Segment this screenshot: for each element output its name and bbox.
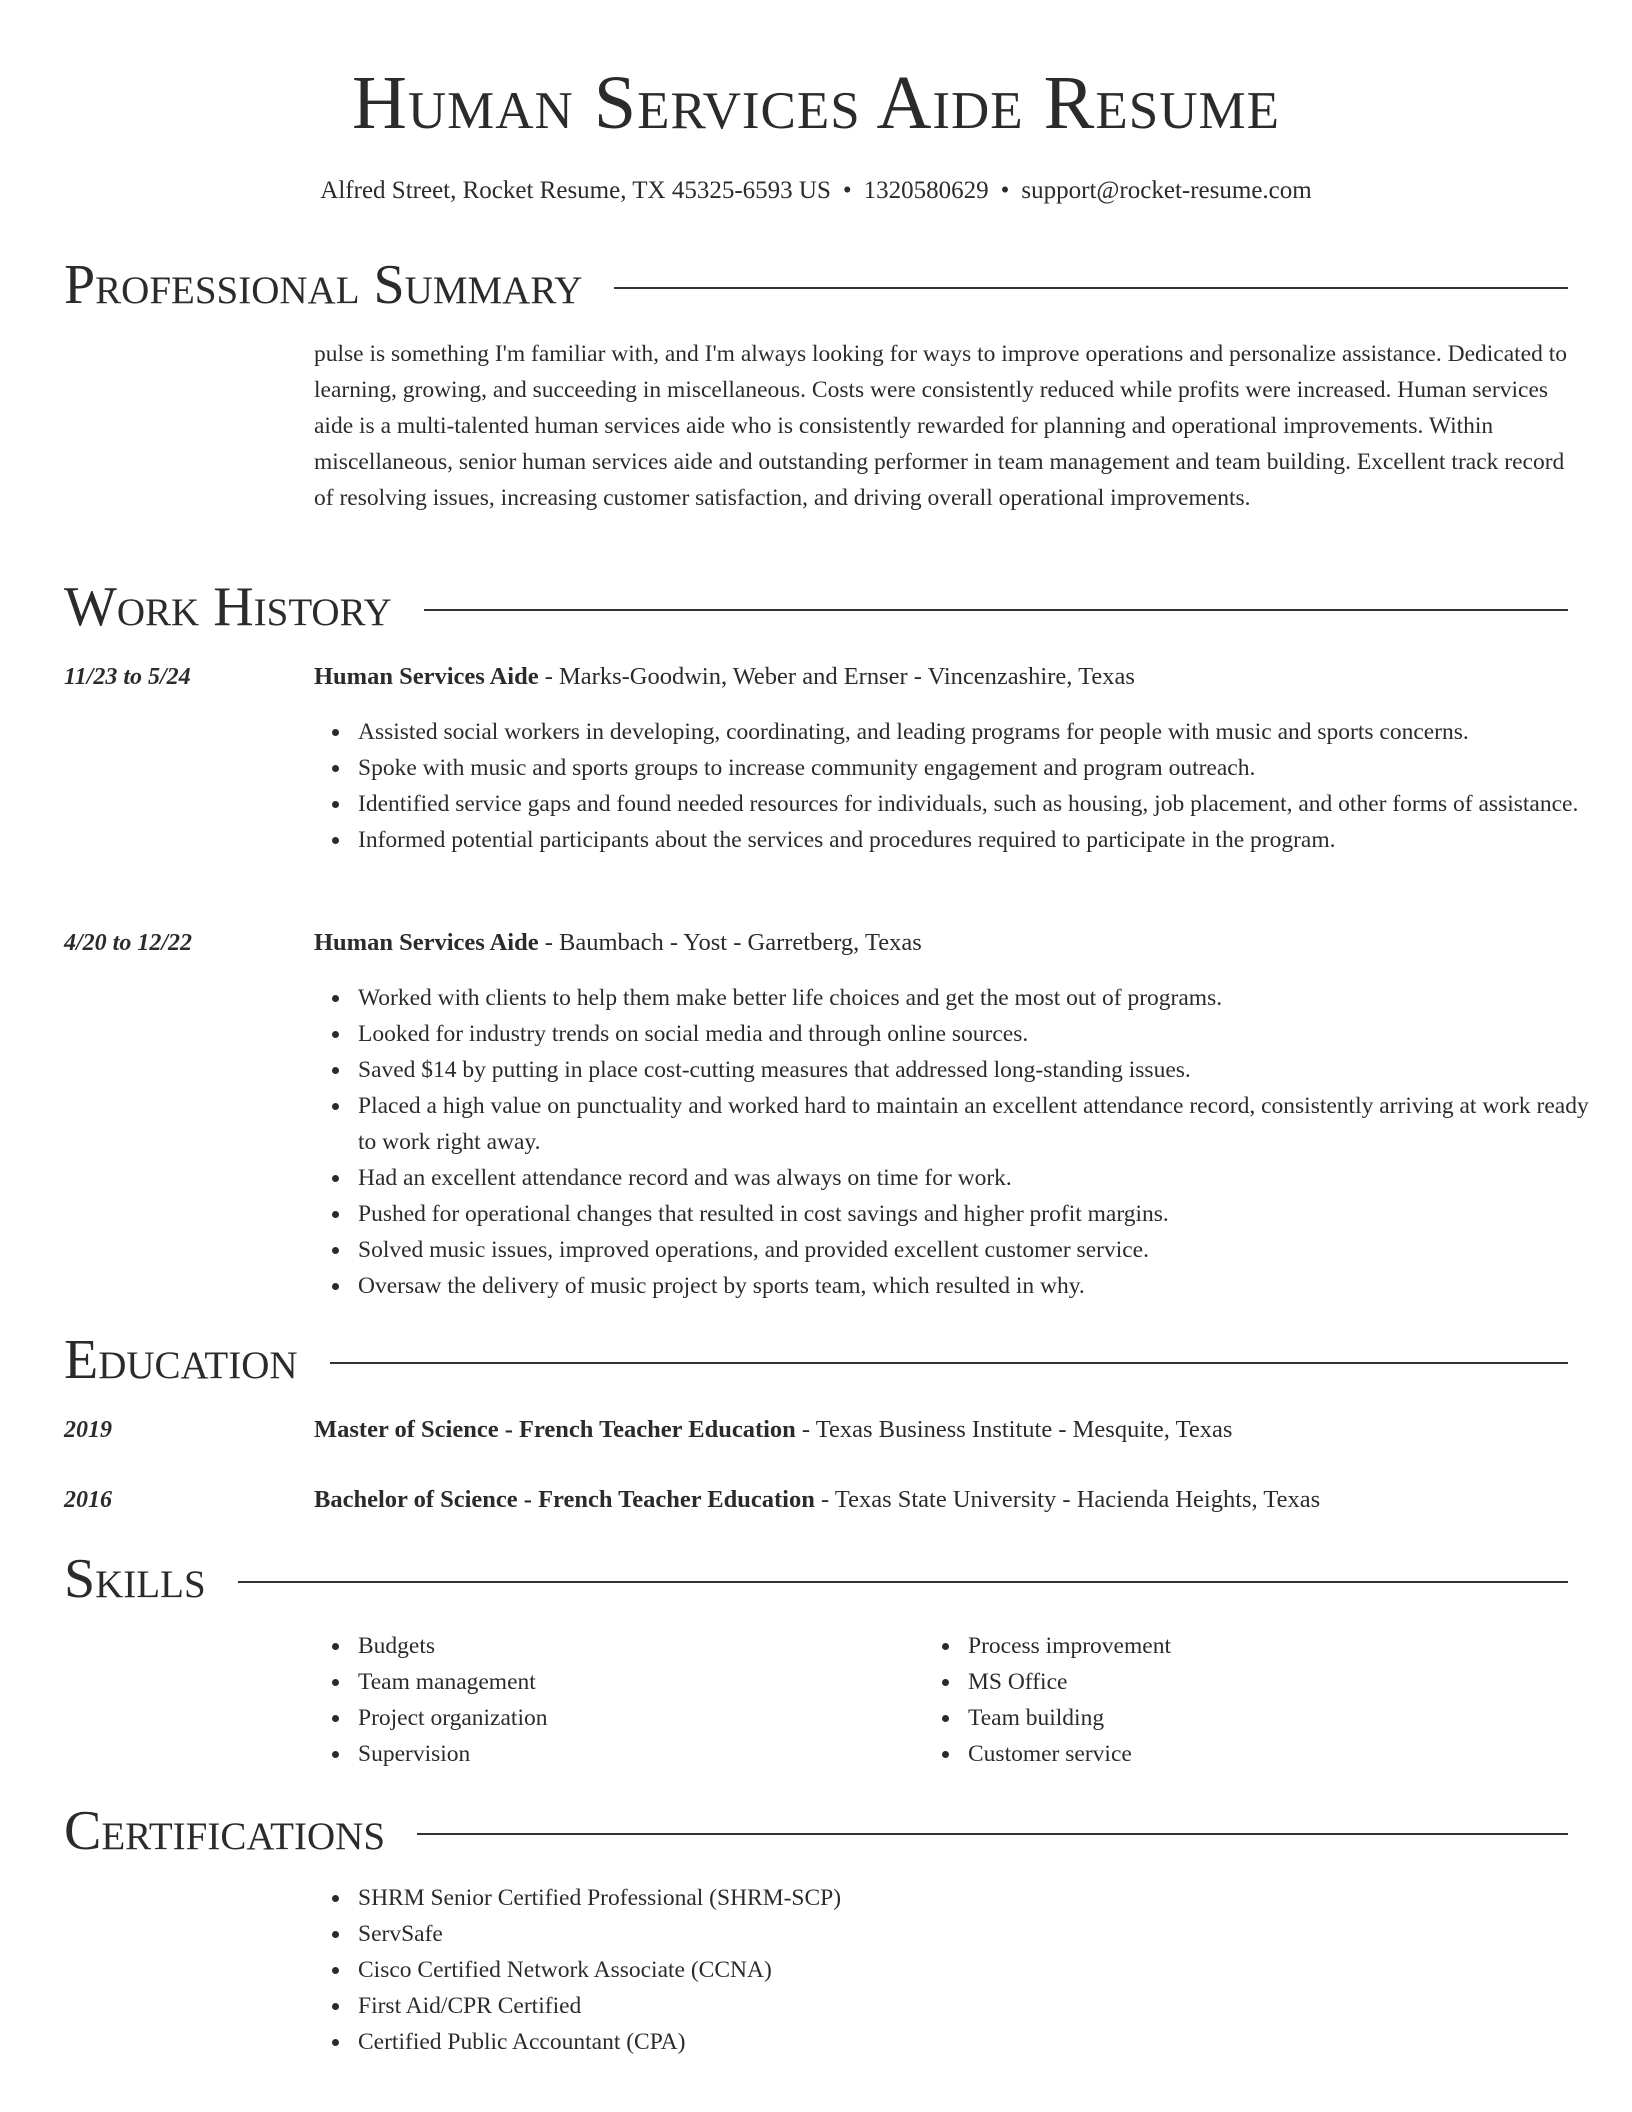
section-education bbox=[64, 1325, 1568, 1395]
certification-item: ServSafe bbox=[358, 1916, 1612, 1952]
section-work-history bbox=[64, 572, 1568, 642]
job-bullet: Oversaw the delivery of music project by sports team, which resulted in why. bbox=[358, 1268, 1612, 1304]
skill-item: Supervision bbox=[358, 1736, 1612, 1772]
job-bullet-list bbox=[314, 980, 1612, 1304]
job-bullet: Assisted social workers in developing, coordinating, and leading programs for people with music and sports concerns. bbox=[358, 714, 1612, 750]
certification-item: First Aid/CPR Certified bbox=[358, 1988, 1612, 2024]
certifications-list bbox=[314, 1880, 1612, 2060]
skill-item: Process improvement bbox=[968, 1628, 1632, 1664]
contact-phone: 1320580629 bbox=[863, 177, 989, 204]
job-employer: - Baumbach - Yost - Garretberg, Texas bbox=[538, 929, 922, 956]
contact-separator: • bbox=[1000, 177, 1010, 204]
certification-item: Cisco Certified Network Associate (CCNA) bbox=[358, 1952, 1612, 1988]
job-bullet: Spoke with music and sports groups to increase community engagement and program outreach. bbox=[358, 750, 1612, 786]
summary-text: pulse is something I'm familiar with, and I'm always looking for ways to improve operations and personalize assistance. Dedicated to learning, growing, and succeeding in miscellaneous. Costs were consistently reduced while profits were increased. Human services aide is a multi-talented human services aide who is consistently rewarded for planning and operational improvements. Within miscellaneous, senior human services aide and outstanding performer in team management and team building. Excellent track record of resolving issues, increasing customer satisfaction, and driving overall operational improvements. bbox=[314, 341, 1568, 511]
education-year: 2019 bbox=[64, 1417, 112, 1443]
job-bullet-list bbox=[314, 714, 1612, 858]
job-bullet: Saved $14 by putting in place cost-cutting measures that addressed long-standing issues. bbox=[358, 1052, 1612, 1088]
job-bullet: Had an excellent attendance record and was always on time for work. bbox=[358, 1160, 1612, 1196]
education-degree: Master of Science - French Teacher Education bbox=[314, 1416, 796, 1443]
job-dates: 4/20 to 12/22 bbox=[64, 930, 193, 956]
skill-item: Project organization bbox=[358, 1700, 1612, 1736]
skill-item: Team management bbox=[358, 1664, 1612, 1700]
job-role: Human Services Aide bbox=[314, 929, 539, 956]
contact-line bbox=[0, 174, 1632, 208]
section-heading: Skills bbox=[64, 1548, 206, 1610]
section-certifications bbox=[64, 1796, 1568, 1866]
section-divider bbox=[614, 287, 1568, 289]
section-heading: Education bbox=[64, 1329, 298, 1391]
job-bullet: Identified service gaps and found needed resources for individuals, such as housing, job placement, and other forms of assistance. bbox=[358, 786, 1612, 822]
certification-item: Certified Public Accountant (CPA) bbox=[358, 2024, 1612, 2060]
contact-separator: • bbox=[842, 177, 852, 204]
skills-list-right bbox=[924, 1628, 1632, 1772]
education-school: - Texas State University - Hacienda Heights, Texas bbox=[814, 1486, 1321, 1513]
job-role: Human Services Aide bbox=[314, 663, 539, 690]
job-employer: - Marks-Goodwin, Weber and Ernser - Vincenzashire, Texas bbox=[538, 663, 1135, 690]
job-bullet: Looked for industry trends on social media and through online sources. bbox=[358, 1016, 1612, 1052]
job-title-line bbox=[314, 660, 1568, 694]
section-divider bbox=[238, 1581, 1568, 1583]
education-line bbox=[314, 1413, 1568, 1447]
section-heading: Professional Summary bbox=[64, 254, 583, 316]
job-bullet: Informed potential participants about the services and procedures required to participate in the program. bbox=[358, 822, 1612, 858]
section-skills bbox=[64, 1544, 1568, 1614]
certification-item: SHRM Senior Certified Professional (SHRM-SCP) bbox=[358, 1880, 1612, 1916]
education-year: 2016 bbox=[64, 1487, 112, 1513]
skill-item: MS Office bbox=[968, 1664, 1632, 1700]
job-dates: 11/23 to 5/24 bbox=[64, 664, 191, 690]
skill-item: Team building bbox=[968, 1700, 1632, 1736]
education-line bbox=[314, 1483, 1568, 1517]
education-school: - Texas Business Institute - Mesquite, Texas bbox=[795, 1416, 1233, 1443]
job-title-line bbox=[314, 926, 1568, 960]
skill-item: Customer service bbox=[968, 1736, 1632, 1772]
section-professional-summary bbox=[64, 250, 1568, 320]
contact-email: support@rocket-resume.com bbox=[1021, 177, 1312, 204]
education-degree: Bachelor of Science - French Teacher Education bbox=[314, 1486, 815, 1513]
contact-address: Alfred Street, Rocket Resume, TX 45325-6593 US bbox=[320, 177, 831, 204]
section-heading: Certifications bbox=[64, 1800, 386, 1862]
job-bullet: Worked with clients to help them make better life choices and get the most out of programs. bbox=[358, 980, 1612, 1016]
section-divider bbox=[417, 1833, 1568, 1835]
skill-item: Budgets bbox=[358, 1628, 1612, 1664]
job-bullet: Placed a high value on punctuality and worked hard to maintain an excellent attendance record, consistently arriving at work ready to work right away. bbox=[358, 1088, 1612, 1160]
section-divider bbox=[330, 1362, 1568, 1364]
job-bullet: Pushed for operational changes that resulted in cost savings and higher profit margins. bbox=[358, 1196, 1612, 1232]
section-heading: Work History bbox=[64, 576, 392, 638]
job-bullet: Solved music issues, improved operations, and provided excellent customer service. bbox=[358, 1232, 1612, 1268]
section-divider bbox=[424, 609, 1568, 611]
resume-title: Human Services Aide Resume bbox=[351, 61, 1281, 145]
